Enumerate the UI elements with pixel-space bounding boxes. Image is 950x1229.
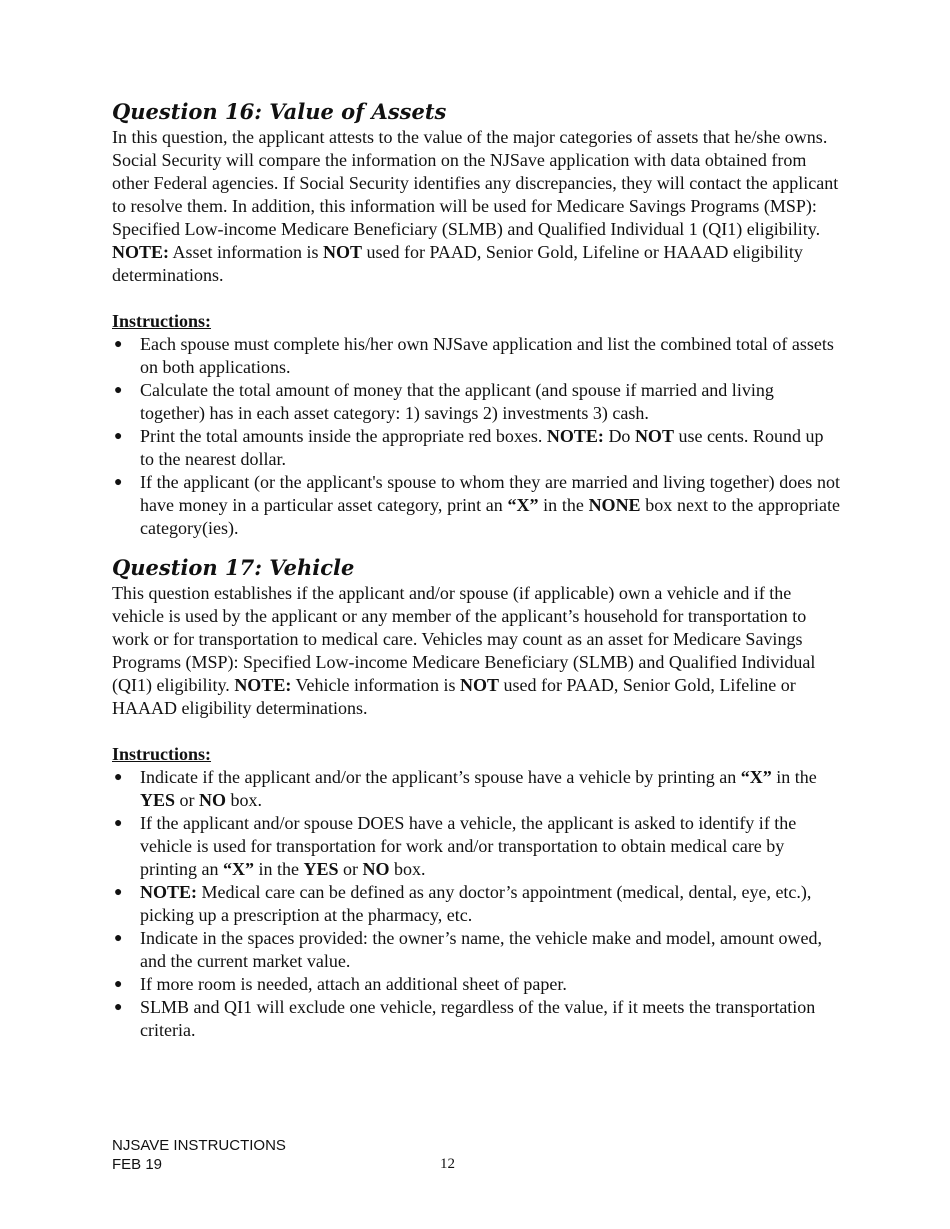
list-item: ● If more room is needed, attach an additional sheet of paper. [114, 974, 567, 994]
list-item: ● NOTE: Medical care can be defined as any doctor’s appointment (medical, dental, eye, etc.), picking up a prescription at the pharmacy, etc. [114, 882, 812, 925]
list-item: ● Calculate the total amount of money that the applicant (and spouse if married and living together) has in each asset category: 1) savings 2) investments 3) cash. [114, 380, 774, 423]
q16-intro: In this question, the applicant attests to the value of the major categories of assets that he/she owns. Social Security will compare the information on the NJSave application with data obtained from other Federal agencies. If Social Security identifies any discrepancies, they will contact the applicant to resolve them. In addition, this information will be used for Medicare Savings Programs (MSP): Specified Low-income Medicare Beneficiary (SLMB) and Qualified Individual 1 (QI1) eligibility. NOTE: Asset information is NOT used for PAAD, Senior Gold, Lifeline or HAAAD eligibility determinations. [112, 127, 839, 285]
bullet-icon: ● [114, 475, 123, 490]
list-item: ● Indicate in the spaces provided: the owner’s name, the vehicle make and model, amount owed, and the current market value. [114, 928, 822, 971]
q17-instructions-list [112, 766, 840, 1042]
q17-instructions-heading: Instructions: [112, 744, 212, 764]
q17-title: Question 17: Vehicle [112, 555, 355, 580]
footer-date: FEB 19 [112, 1156, 163, 1173]
list-item: ● If the applicant and/or spouse DOES have a vehicle, the applicant is asked to identify if the vehicle is used for transportation for work and/or transportation to obtain medical care by printing an “X” in the YES or NO box. [114, 813, 797, 879]
q16-title: Question 16: Value of Assets [112, 99, 447, 124]
bullet-icon: ● [114, 429, 123, 444]
q17-intro: This question establishes if the applicant and/or spouse (if applicable) own a vehicle and if the vehicle is used by the applicant or any member of the applicant’s household for transportation to work or for transportation to medical care. Vehicles may count as an asset for Medicare Savings Programs (MSP): Specified Low-income Medicare Beneficiary (SLMB) and Qualified Individual (QI1) eligibility. NOTE: Vehicle information is NOT used for PAAD, Senior Gold, Lifeline or HAAAD eligibility determinations. [112, 583, 816, 718]
q16-instructions-list [112, 333, 840, 540]
bullet-icon: ● [114, 931, 123, 946]
footer-title: NJSAVE INSTRUCTIONS [112, 1137, 286, 1154]
page-footer [112, 1136, 286, 1174]
bullet-icon: ● [114, 770, 123, 785]
bullet-icon: ● [114, 1000, 123, 1015]
page-number: 12 [440, 1156, 455, 1172]
list-item: ● SLMB and QI1 will exclude one vehicle, regardless of the value, if it meets the transportation criteria. [114, 997, 816, 1040]
q16-instructions-heading: Instructions: [112, 311, 212, 331]
bullet-icon: ● [114, 977, 123, 992]
page-content [112, 98, 840, 1042]
bullet-icon: ● [114, 337, 123, 352]
list-item: ● Each spouse must complete his/her own NJSave application and list the combined total of assets on both applications. [114, 334, 834, 377]
list-item: ● If the applicant (or the applicant's spouse to whom they are married and living together) does not have money in a particular asset category, print an “X” in the NONE box next to the appropriate category(ies). [114, 472, 841, 538]
bullet-icon: ● [114, 885, 123, 900]
list-item: ● Indicate if the applicant and/or the applicant’s spouse have a vehicle by printing an “X” in the YES or NO box. [114, 767, 817, 810]
list-item: ● Print the total amounts inside the appropriate red boxes. NOTE: Do NOT use cents. Round up to the nearest dollar. [114, 426, 824, 469]
bullet-icon: ● [114, 383, 123, 398]
bullet-icon: ● [114, 816, 123, 831]
